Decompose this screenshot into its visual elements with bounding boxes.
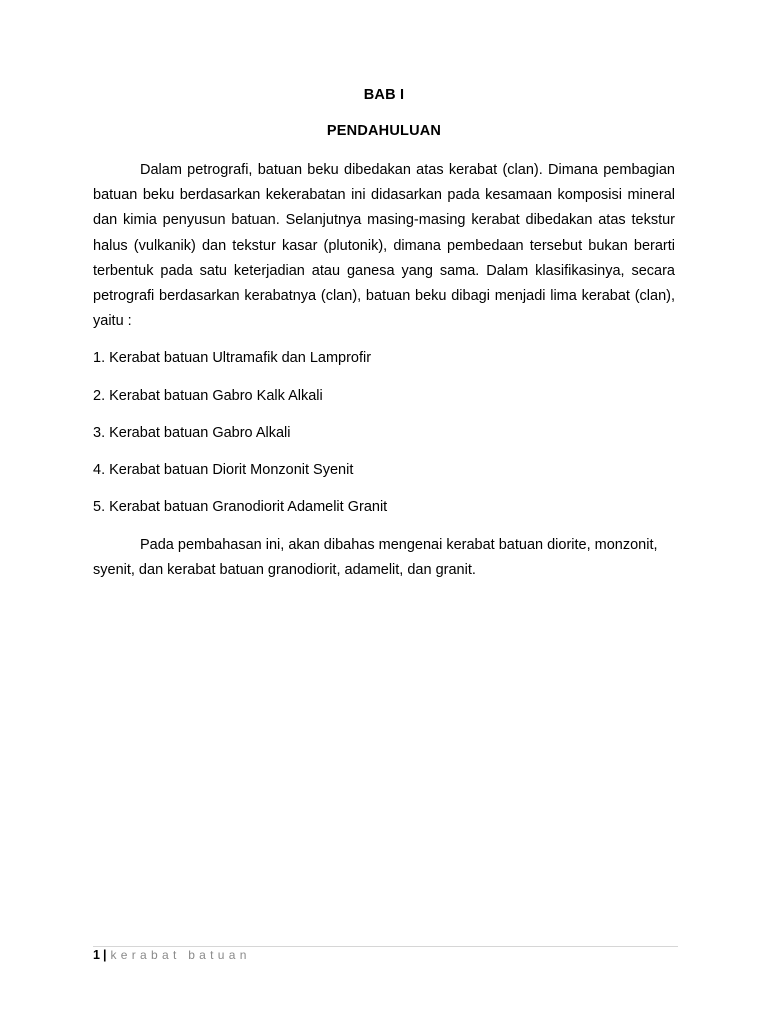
chapter-title: PENDAHULUAN: [326, 123, 442, 139]
list-item: 1. Kerabat batuan Ultramafik dan Lamprofir: [93, 350, 372, 366]
intro-paragraph: Dalam petrografi, batuan beku dibedakan atas kerabat (clan). Dimana pembagian batuan beku berdasarkan kekerabatan ini didasarkan pada kesamaan komposisi mineral dan kimia penyusun batuan. Selanjutnya masing-masing kerabat dibedakan atas tekstur halus (vulkanik) dan tekstur kasar (plutonik), dimana pembedaan tersebut bukan berarti terbentuk pada satu keterjadian atau ganesa yang sama. Dalam klasifikasinya, secara petrografi berdasarkan kerabatnya (clan), batuan beku dibagi menjadi lima kerabat (clan), yaitu :: [93, 162, 675, 330]
list-item: 3. Kerabat batuan Gabro Alkali: [93, 425, 291, 441]
closing-paragraph: Pada pembahasan ini, akan dibahas mengenai kerabat batuan diorite, monzonit, syenit, dan kerabat batuan granodiorit, adamelit, dan granit.: [93, 537, 658, 579]
chapter-number: BAB I: [363, 87, 405, 103]
list-item: 4. Kerabat batuan Diorit Monzonit Syenit: [93, 462, 354, 478]
list-item: 5. Kerabat batuan Granodiorit Adamelit Granit: [93, 499, 388, 515]
footer-separator: |: [102, 948, 107, 962]
running-title: kerabat batuan: [110, 948, 251, 962]
page-footer: [93, 947, 251, 963]
page-number: 1: [93, 948, 100, 962]
list-item: 2. Kerabat batuan Gabro Kalk Alkali: [93, 388, 323, 404]
